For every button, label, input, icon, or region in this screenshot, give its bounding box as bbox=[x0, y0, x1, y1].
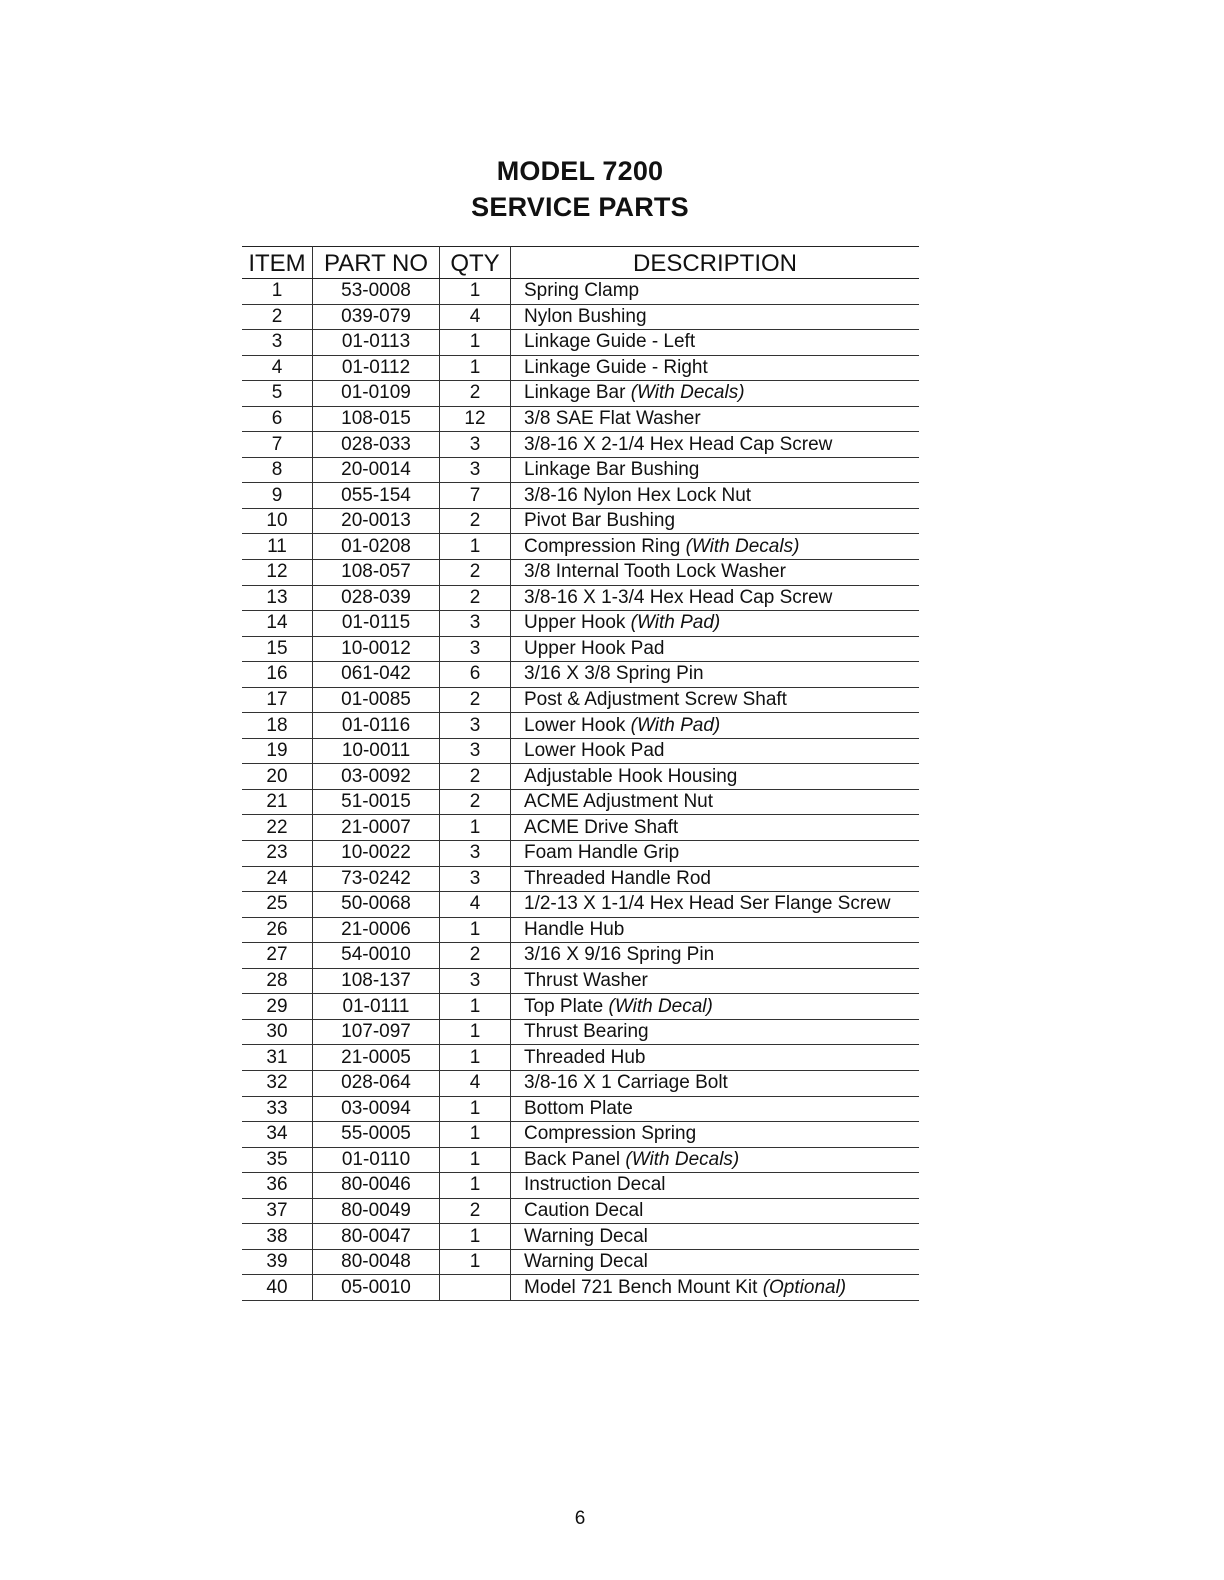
item-cell: 17 bbox=[242, 687, 313, 713]
description-text: Threaded Handle Rod bbox=[524, 867, 711, 889]
item-cell: 4 bbox=[242, 355, 313, 381]
part-no-cell: 10-0011 bbox=[313, 738, 440, 764]
item-cell: 9 bbox=[242, 483, 313, 509]
table-row bbox=[242, 1198, 919, 1224]
description-text: Upper Hook Pad bbox=[524, 637, 665, 659]
part-no-cell: 107-097 bbox=[313, 1019, 440, 1045]
part-no-cell: 54-0010 bbox=[313, 943, 440, 969]
description-text: Spring Clamp bbox=[524, 280, 640, 302]
item-cell: 6 bbox=[242, 406, 313, 432]
part-no-cell: 01-0208 bbox=[313, 534, 440, 560]
table-row bbox=[242, 662, 919, 688]
item-cell: 22 bbox=[242, 815, 313, 841]
description-cell bbox=[511, 560, 920, 586]
table-row bbox=[242, 304, 919, 330]
table-row bbox=[242, 764, 919, 790]
qty-cell: 1 bbox=[440, 355, 511, 381]
description-cell bbox=[511, 662, 920, 688]
description-text: 3/16 X 3/8 Spring Pin bbox=[524, 663, 704, 685]
qty-cell: 1 bbox=[440, 917, 511, 943]
description-cell bbox=[511, 968, 920, 994]
item-cell: 20 bbox=[242, 764, 313, 790]
description-text: Threaded Hub bbox=[524, 1046, 646, 1068]
table-row bbox=[242, 483, 919, 509]
qty-cell: 1 bbox=[440, 1096, 511, 1122]
description-cell bbox=[511, 815, 920, 841]
part-no-cell: 03-0094 bbox=[313, 1096, 440, 1122]
item-cell: 38 bbox=[242, 1224, 313, 1250]
description-cell bbox=[511, 1045, 920, 1071]
qty-cell: 3 bbox=[440, 611, 511, 637]
description-text: Lower Hook bbox=[524, 714, 631, 736]
part-no-cell: 80-0048 bbox=[313, 1249, 440, 1275]
item-cell: 19 bbox=[242, 738, 313, 764]
qty-cell: 3 bbox=[440, 432, 511, 458]
page-subtitle: SERVICE PARTS bbox=[471, 192, 689, 222]
item-cell: 12 bbox=[242, 560, 313, 586]
description-note: (With Pad) bbox=[630, 714, 721, 736]
description-text: Compression Ring bbox=[524, 535, 686, 557]
qty-cell: 2 bbox=[440, 560, 511, 586]
qty-cell: 4 bbox=[440, 892, 511, 918]
description-note: (With Decals) bbox=[685, 535, 800, 557]
item-cell: 40 bbox=[242, 1275, 313, 1301]
description-cell bbox=[511, 1275, 920, 1301]
description-text: 3/8-16 X 2-1/4 Hex Head Cap Screw bbox=[524, 433, 833, 455]
description-cell bbox=[511, 943, 920, 969]
table-row bbox=[242, 968, 919, 994]
item-cell: 32 bbox=[242, 1070, 313, 1096]
description-text: ACME Adjustment Nut bbox=[524, 791, 714, 813]
part-no-cell: 80-0046 bbox=[313, 1173, 440, 1199]
description-text: Instruction Decal bbox=[524, 1174, 666, 1196]
item-cell: 10 bbox=[242, 508, 313, 534]
part-no-cell: 061-042 bbox=[313, 662, 440, 688]
qty-cell: 1 bbox=[440, 1147, 511, 1173]
description-text: Warning Decal bbox=[524, 1225, 648, 1247]
qty-cell: 1 bbox=[440, 534, 511, 560]
description-text: Upper Hook bbox=[524, 612, 631, 634]
part-no-cell: 10-0022 bbox=[313, 841, 440, 867]
description-text: Thrust Washer bbox=[524, 970, 648, 992]
description-cell bbox=[511, 483, 920, 509]
qty-cell: 6 bbox=[440, 662, 511, 688]
qty-cell: 1 bbox=[440, 330, 511, 356]
part-no-cell: 01-0109 bbox=[313, 381, 440, 407]
column-header-part-no: PART NO bbox=[313, 247, 440, 279]
item-cell: 23 bbox=[242, 841, 313, 867]
description-note: (With Decals) bbox=[630, 382, 745, 404]
description-cell bbox=[511, 1224, 920, 1250]
column-header-description: DESCRIPTION bbox=[511, 247, 920, 279]
qty-cell: 3 bbox=[440, 457, 511, 483]
description-cell bbox=[511, 611, 920, 637]
qty-cell: 12 bbox=[440, 406, 511, 432]
description-text: Compression Spring bbox=[524, 1123, 697, 1145]
table-row bbox=[242, 892, 919, 918]
qty-cell: 4 bbox=[440, 1070, 511, 1096]
part-no-cell: 108-015 bbox=[313, 406, 440, 432]
table-row bbox=[242, 841, 919, 867]
qty-cell: 3 bbox=[440, 968, 511, 994]
description-cell bbox=[511, 764, 920, 790]
description-text: Lower Hook Pad bbox=[524, 740, 665, 762]
description-text: Model 721 Bench Mount Kit bbox=[524, 1276, 763, 1298]
description-cell bbox=[511, 432, 920, 458]
parts-table-body bbox=[242, 279, 919, 1301]
description-cell bbox=[511, 994, 920, 1020]
description-cell bbox=[511, 713, 920, 739]
qty-cell: 4 bbox=[440, 304, 511, 330]
item-cell: 33 bbox=[242, 1096, 313, 1122]
part-no-cell: 028-039 bbox=[313, 585, 440, 611]
qty-cell: 2 bbox=[440, 764, 511, 790]
description-cell bbox=[511, 585, 920, 611]
qty-cell: 1 bbox=[440, 279, 511, 305]
qty-cell: 1 bbox=[440, 1173, 511, 1199]
table-row bbox=[242, 917, 919, 943]
qty-cell: 1 bbox=[440, 1019, 511, 1045]
description-cell bbox=[511, 279, 920, 305]
table-row bbox=[242, 381, 919, 407]
description-cell bbox=[511, 330, 920, 356]
table-row bbox=[242, 611, 919, 637]
table-row bbox=[242, 279, 919, 305]
description-note: (With Decals) bbox=[625, 1148, 740, 1170]
part-no-cell: 53-0008 bbox=[313, 279, 440, 305]
description-cell bbox=[511, 1249, 920, 1275]
table-row bbox=[242, 1275, 919, 1301]
table-row bbox=[242, 1070, 919, 1096]
item-cell: 18 bbox=[242, 713, 313, 739]
part-no-cell: 05-0010 bbox=[313, 1275, 440, 1301]
qty-cell: 3 bbox=[440, 713, 511, 739]
table-row bbox=[242, 585, 919, 611]
description-text: 3/8-16 X 1 Carriage Bolt bbox=[524, 1072, 728, 1094]
part-no-cell: 20-0013 bbox=[313, 508, 440, 534]
part-no-cell: 028-033 bbox=[313, 432, 440, 458]
item-cell: 21 bbox=[242, 789, 313, 815]
description-cell bbox=[511, 304, 920, 330]
table-row bbox=[242, 1096, 919, 1122]
item-cell: 14 bbox=[242, 611, 313, 637]
item-cell: 2 bbox=[242, 304, 313, 330]
qty-cell: 2 bbox=[440, 943, 511, 969]
part-no-cell: 01-0116 bbox=[313, 713, 440, 739]
table-row bbox=[242, 866, 919, 892]
item-cell: 30 bbox=[242, 1019, 313, 1045]
qty-cell: 2 bbox=[440, 789, 511, 815]
description-text: 3/8-16 Nylon Hex Lock Nut bbox=[524, 484, 752, 506]
qty-cell: 2 bbox=[440, 381, 511, 407]
item-cell: 39 bbox=[242, 1249, 313, 1275]
description-text: Adjustable Hook Housing bbox=[524, 765, 738, 787]
description-cell bbox=[511, 1070, 920, 1096]
qty-cell: 3 bbox=[440, 738, 511, 764]
description-cell bbox=[511, 355, 920, 381]
description-cell bbox=[511, 381, 920, 407]
part-no-cell: 01-0112 bbox=[313, 355, 440, 381]
part-no-cell: 21-0006 bbox=[313, 917, 440, 943]
qty-cell: 3 bbox=[440, 841, 511, 867]
description-text: Post & Adjustment Screw Shaft bbox=[524, 689, 787, 711]
table-row bbox=[242, 534, 919, 560]
description-text: 1/2-13 X 1-1/4 Hex Head Ser Flange Screw bbox=[524, 893, 891, 915]
description-text: 3/16 X 9/16 Spring Pin bbox=[524, 944, 715, 966]
part-no-cell: 20-0014 bbox=[313, 457, 440, 483]
table-row bbox=[242, 789, 919, 815]
qty-cell: 2 bbox=[440, 687, 511, 713]
column-header-item: ITEM bbox=[242, 247, 313, 279]
qty-cell: 1 bbox=[440, 1224, 511, 1250]
qty-cell: 7 bbox=[440, 483, 511, 509]
part-no-cell: 01-0111 bbox=[313, 994, 440, 1020]
item-cell: 29 bbox=[242, 994, 313, 1020]
part-no-cell: 01-0110 bbox=[313, 1147, 440, 1173]
description-cell bbox=[511, 1096, 920, 1122]
qty-cell: 2 bbox=[440, 585, 511, 611]
description-text: Caution Decal bbox=[524, 1199, 644, 1221]
part-no-cell: 55-0005 bbox=[313, 1122, 440, 1148]
item-cell: 27 bbox=[242, 943, 313, 969]
qty-cell: 3 bbox=[440, 866, 511, 892]
qty-cell: 1 bbox=[440, 1045, 511, 1071]
qty-cell: 2 bbox=[440, 1198, 511, 1224]
description-cell bbox=[511, 866, 920, 892]
table-row bbox=[242, 330, 919, 356]
parts-table bbox=[242, 246, 919, 1301]
description-text: 3/8 SAE Flat Washer bbox=[524, 408, 701, 429]
part-no-cell: 21-0005 bbox=[313, 1045, 440, 1071]
table-row bbox=[242, 943, 919, 969]
qty-cell: 1 bbox=[440, 1249, 511, 1275]
part-no-cell: 01-0115 bbox=[313, 611, 440, 637]
description-note: (With Decal) bbox=[608, 995, 713, 1017]
description-cell bbox=[511, 1019, 920, 1045]
table-row bbox=[242, 1147, 919, 1173]
table-row bbox=[242, 815, 919, 841]
item-cell: 35 bbox=[242, 1147, 313, 1173]
table-row bbox=[242, 1122, 919, 1148]
table-row bbox=[242, 1224, 919, 1250]
item-cell: 37 bbox=[242, 1198, 313, 1224]
part-no-cell: 73-0242 bbox=[313, 866, 440, 892]
description-cell bbox=[511, 687, 920, 713]
description-text: Pivot Bar Bushing bbox=[524, 510, 676, 532]
table-row bbox=[242, 457, 919, 483]
part-no-cell: 055-154 bbox=[313, 483, 440, 509]
part-no-cell: 51-0015 bbox=[313, 789, 440, 815]
part-no-cell: 21-0007 bbox=[313, 815, 440, 841]
item-cell: 13 bbox=[242, 585, 313, 611]
item-cell: 8 bbox=[242, 457, 313, 483]
column-header-qty: QTY bbox=[440, 247, 511, 279]
description-text: Thrust Bearing bbox=[524, 1021, 649, 1043]
table-row bbox=[242, 1019, 919, 1045]
part-no-cell: 10-0012 bbox=[313, 636, 440, 662]
description-text: Linkage Guide - Left bbox=[524, 331, 696, 353]
description-cell bbox=[511, 917, 920, 943]
table-row bbox=[242, 355, 919, 381]
part-no-cell: 108-057 bbox=[313, 560, 440, 586]
qty-cell: 2 bbox=[440, 508, 511, 534]
description-text: ACME Drive Shaft bbox=[524, 816, 679, 838]
table-row bbox=[242, 508, 919, 534]
table-row bbox=[242, 432, 919, 458]
qty-cell bbox=[440, 1275, 511, 1301]
item-cell: 15 bbox=[242, 636, 313, 662]
part-no-cell: 108-137 bbox=[313, 968, 440, 994]
item-cell: 24 bbox=[242, 866, 313, 892]
qty-cell: 1 bbox=[440, 1122, 511, 1148]
item-cell: 5 bbox=[242, 381, 313, 407]
description-cell bbox=[511, 1122, 920, 1148]
table-header-row bbox=[242, 247, 919, 279]
item-cell: 25 bbox=[242, 892, 313, 918]
item-cell: 28 bbox=[242, 968, 313, 994]
description-cell bbox=[511, 1173, 920, 1199]
table-row bbox=[242, 560, 919, 586]
description-text: Bottom Plate bbox=[524, 1097, 633, 1119]
item-cell: 34 bbox=[242, 1122, 313, 1148]
description-cell bbox=[511, 738, 920, 764]
item-cell: 36 bbox=[242, 1173, 313, 1199]
part-no-cell: 03-0092 bbox=[313, 764, 440, 790]
part-no-cell: 80-0049 bbox=[313, 1198, 440, 1224]
description-text: Linkage Bar bbox=[524, 382, 631, 404]
item-cell: 7 bbox=[242, 432, 313, 458]
part-no-cell: 01-0085 bbox=[313, 687, 440, 713]
description-text: Linkage Bar Bushing bbox=[524, 459, 700, 481]
description-cell bbox=[511, 841, 920, 867]
table-row bbox=[242, 636, 919, 662]
description-text: Warning Decal bbox=[524, 1251, 648, 1273]
qty-cell: 1 bbox=[440, 994, 511, 1020]
description-cell bbox=[511, 406, 920, 432]
part-no-cell: 80-0047 bbox=[313, 1224, 440, 1250]
description-cell bbox=[511, 636, 920, 662]
description-cell bbox=[511, 534, 920, 560]
table-row bbox=[242, 738, 919, 764]
description-cell bbox=[511, 892, 920, 918]
description-text: Nylon Bushing bbox=[524, 305, 647, 327]
table-row bbox=[242, 687, 919, 713]
table-row bbox=[242, 1173, 919, 1199]
table-row bbox=[242, 1249, 919, 1275]
page-title: MODEL 7200 bbox=[496, 156, 664, 186]
page-number: 6 bbox=[574, 1508, 586, 1529]
item-cell: 31 bbox=[242, 1045, 313, 1071]
qty-cell: 3 bbox=[440, 636, 511, 662]
part-no-cell: 50-0068 bbox=[313, 892, 440, 918]
description-text: 3/8-16 X 1-3/4 Hex Head Cap Screw bbox=[524, 586, 833, 608]
part-no-cell: 01-0113 bbox=[313, 330, 440, 356]
description-cell bbox=[511, 457, 920, 483]
table-row bbox=[242, 406, 919, 432]
part-no-cell: 039-079 bbox=[313, 304, 440, 330]
description-text: Handle Hub bbox=[524, 918, 625, 940]
description-text: Back Panel bbox=[524, 1148, 626, 1170]
item-cell: 26 bbox=[242, 917, 313, 943]
description-cell bbox=[511, 1147, 920, 1173]
description-cell bbox=[511, 789, 920, 815]
description-text: Top Plate bbox=[524, 995, 609, 1017]
item-cell: 11 bbox=[242, 534, 313, 560]
table-row bbox=[242, 994, 919, 1020]
description-note: (With Pad) bbox=[630, 612, 721, 634]
table-row bbox=[242, 1045, 919, 1071]
table-row bbox=[242, 713, 919, 739]
item-cell: 3 bbox=[242, 330, 313, 356]
description-cell bbox=[511, 1198, 920, 1224]
description-cell bbox=[511, 508, 920, 534]
description-text: Foam Handle Grip bbox=[524, 842, 680, 864]
description-text: 3/8 Internal Tooth Lock Washer bbox=[524, 561, 786, 583]
item-cell: 16 bbox=[242, 662, 313, 688]
description-note: (Optional) bbox=[762, 1276, 847, 1298]
part-no-cell: 028-064 bbox=[313, 1070, 440, 1096]
description-text: Linkage Guide - Right bbox=[524, 356, 708, 378]
qty-cell: 1 bbox=[440, 815, 511, 841]
item-cell: 1 bbox=[242, 279, 313, 305]
